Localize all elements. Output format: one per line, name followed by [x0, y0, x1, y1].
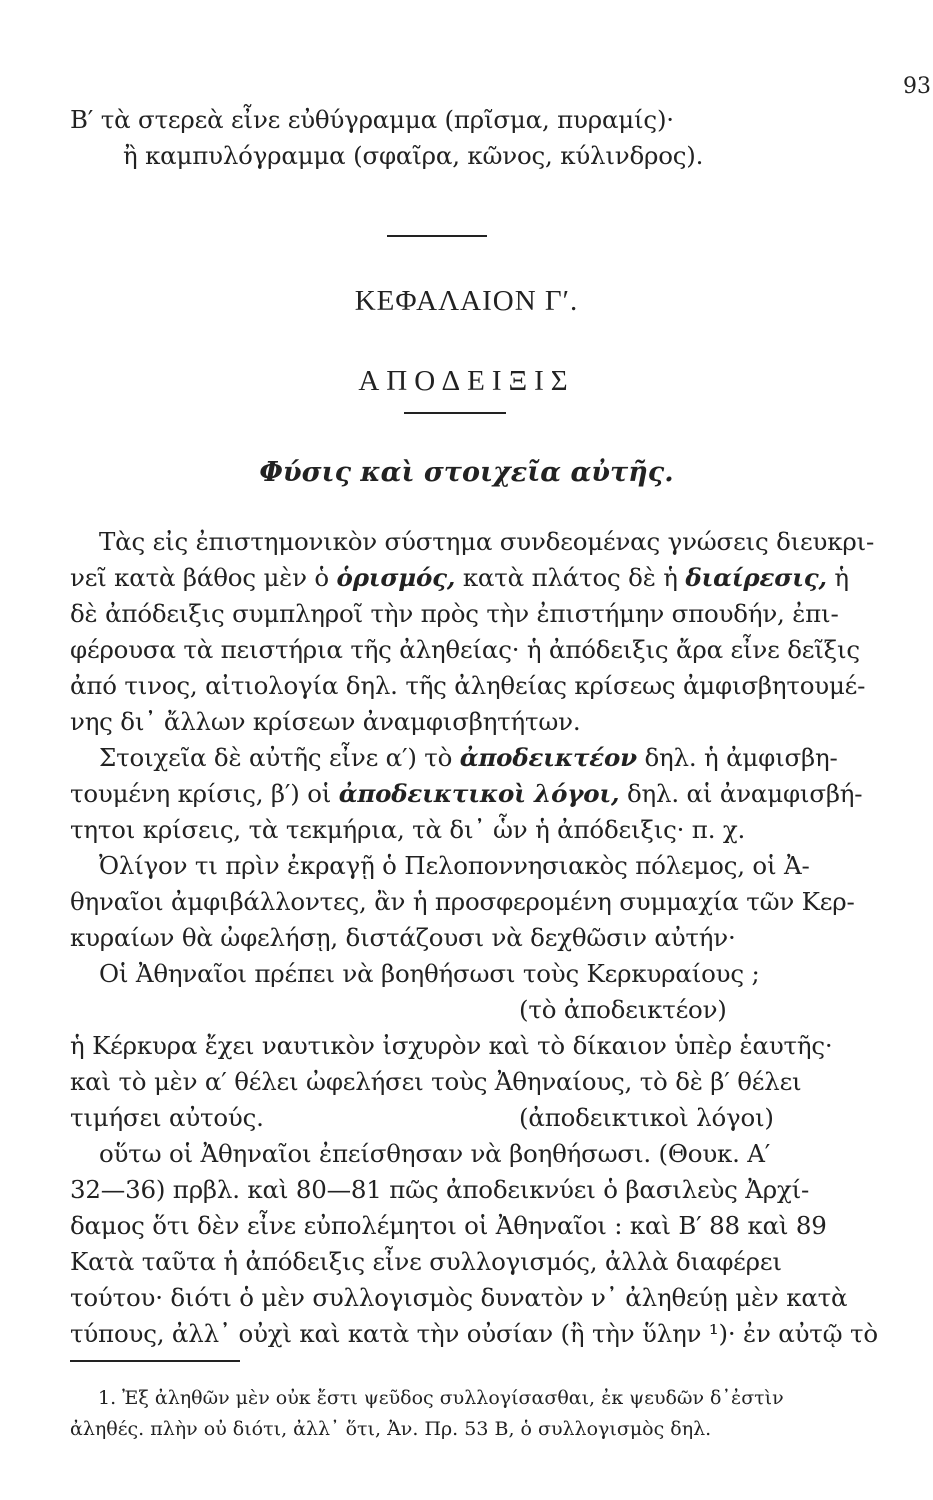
- chapter-title: ΑΠΟΔΕΙΞΙΣ: [358, 365, 575, 397]
- text-line: Κατὰ ταῦτα ἡ ἀπόδειξις εἶνε συλλογισμός, ἀλλὰ διαφέρει: [70, 1247, 782, 1276]
- text-line: οὕτω οἱ Ἀθηναῖοι ἐπείσθησαν νὰ βοηθήσωσι. (Θουκ. Α′: [99, 1139, 771, 1168]
- text-line: ἀπό τινος, αἰτιολογία δηλ. τῆς ἀληθείας κρίσεως ἀμφισβητουμέ-: [70, 671, 866, 700]
- section-heading: Φύσις καὶ στοιχεῖα αὐτῆς.: [259, 457, 674, 488]
- text-line: τητοι κρίσεις, τὰ τεκμήρια, τὰ δι᾽ ὧν ἡ ἀπόδειξις· π. χ.: [70, 815, 746, 844]
- text-line: Στοιχεῖα δὲ αὐτῆς εἶνε α′) τὸ ἀποδεικτέον δηλ. ἡ ἀμφισβη-: [99, 743, 838, 772]
- text-line: (τὸ ἀποδεικτέον): [519, 995, 727, 1024]
- text-line: τουμένη κρίσις, β′) οἱ ἀποδεικτικοὶ λόγοι, δηλ. αἱ ἀναμφισβή-: [70, 779, 863, 808]
- text-line: Οἱ Ἀθηναῖοι πρέπει νὰ βοηθήσωσι τοὺς Κερκυραίους ;: [99, 959, 760, 988]
- footnote-line: ἀληθές. πλὴν οὐ διότι, ἀλλ᾽ ὅτι, Ἀν. Πρ. 53 Β, ὁ συλλογισμὸς δηλ.: [70, 1418, 712, 1440]
- text-line: δαμος ὅτι δὲν εἶνε εὐπολέμητοι οἱ Ἀθηναῖοι : καὶ Β′ 88 καὶ 89: [70, 1211, 827, 1240]
- text-line: ἡ Κέρκυρα ἔχει ναυτικὸν ἰσχυρὸν καὶ τὸ δίκαιον ὑπὲρ ἑαυτῆς·: [70, 1031, 833, 1060]
- text-line: ἢ καμπυλόγραμμα (σφαῖρα, κῶνος, κύλινδρος).: [123, 141, 704, 170]
- text-line: τύπους, ἀλλ᾽ οὐχὶ καὶ κατὰ τὴν οὐσίαν (ἢ τὴν ὕλην ¹)· ἐν αὐτῷ τὸ: [70, 1319, 878, 1348]
- text-line: νεῖ κατὰ βάθος μὲν ὁ ὁρισμός, κατὰ πλάτος δὲ ἡ διαίρεσις, ἡ: [70, 563, 849, 592]
- divider: [404, 412, 506, 414]
- emphasis-term: ἀποδεικτικοὶ λόγοι,: [338, 779, 620, 808]
- text-line: καὶ τὸ μὲν α′ θέλει ὠφελήσει τοὺς Ἀθηναίους, τὸ δὲ β′ θέλει: [70, 1067, 802, 1096]
- text-line: φέρουσα τὰ πειστήρια τῆς ἀληθείας· ἡ ἀπόδειξις ἄρα εἶνε δεῖξις: [70, 635, 860, 664]
- text-line: τούτου· διότι ὁ μὲν συλλογισμὸς δυνατὸν ν᾽ ἀληθεύῃ μὲν κατὰ: [70, 1283, 848, 1312]
- emphasis-term: ἀποδεικτέον: [459, 743, 637, 772]
- text-line: νης δι᾽ ἄλλων κρίσεων ἀναμφισβητήτων.: [70, 707, 581, 736]
- text-line: κυραίων θὰ ὠφελήσῃ, διστάζουσι νὰ δεχθῶσιν αὐτήν·: [70, 923, 736, 952]
- page-number: 93: [903, 74, 931, 99]
- emphasis-term: ὁρισμός,: [336, 563, 456, 592]
- text-line: Ὀλίγον τι πρὶν ἐκραγῇ ὁ Πελοποννησιακὸς πόλεμος, οἱ Ἀ-: [99, 851, 810, 880]
- text-line: (ἀποδεικτικοὶ λόγοι): [519, 1103, 774, 1132]
- text-line: τιμήσει αὐτούς.: [70, 1103, 264, 1132]
- footnote-line: 1. Ἐξ ἀληθῶν μὲν οὐκ ἔστι ψεῦδος συλλογίσασθαι, ἐκ ψευδῶν δ᾽ἐστὶν: [98, 1387, 784, 1409]
- footnote-divider: [70, 1360, 240, 1362]
- divider: [387, 235, 487, 237]
- chapter-label: ΚΕΦΑΛΑΙΟΝ Γ′.: [354, 285, 579, 317]
- emphasis-term: διαίρεσις,: [685, 563, 827, 592]
- text-line: Τὰς εἰς ἐπιστημονικὸν σύστημα συνδεομένας γνώσεις διευκρι-: [99, 527, 875, 556]
- text-line: δὲ ἀπόδειξις συμπληροῖ τὴν πρὸς τὴν ἐπιστήμην σπουδήν, ἐπι-: [70, 599, 839, 628]
- text-line: 32—36) πρβλ. καὶ 80—81 πῶς ἀποδεικνύει ὁ βασιλεὺς Ἀρχί-: [70, 1175, 810, 1204]
- text-line: Β′ τὰ στερεὰ εἶνε εὐθύγραμμα (πρῖσμα, πυραμίς)·: [70, 105, 674, 134]
- text-line: θηναῖοι ἀμφιβάλλοντες, ἂν ἡ προσφερομένη συμμαχία τῶν Κερ-: [70, 887, 855, 916]
